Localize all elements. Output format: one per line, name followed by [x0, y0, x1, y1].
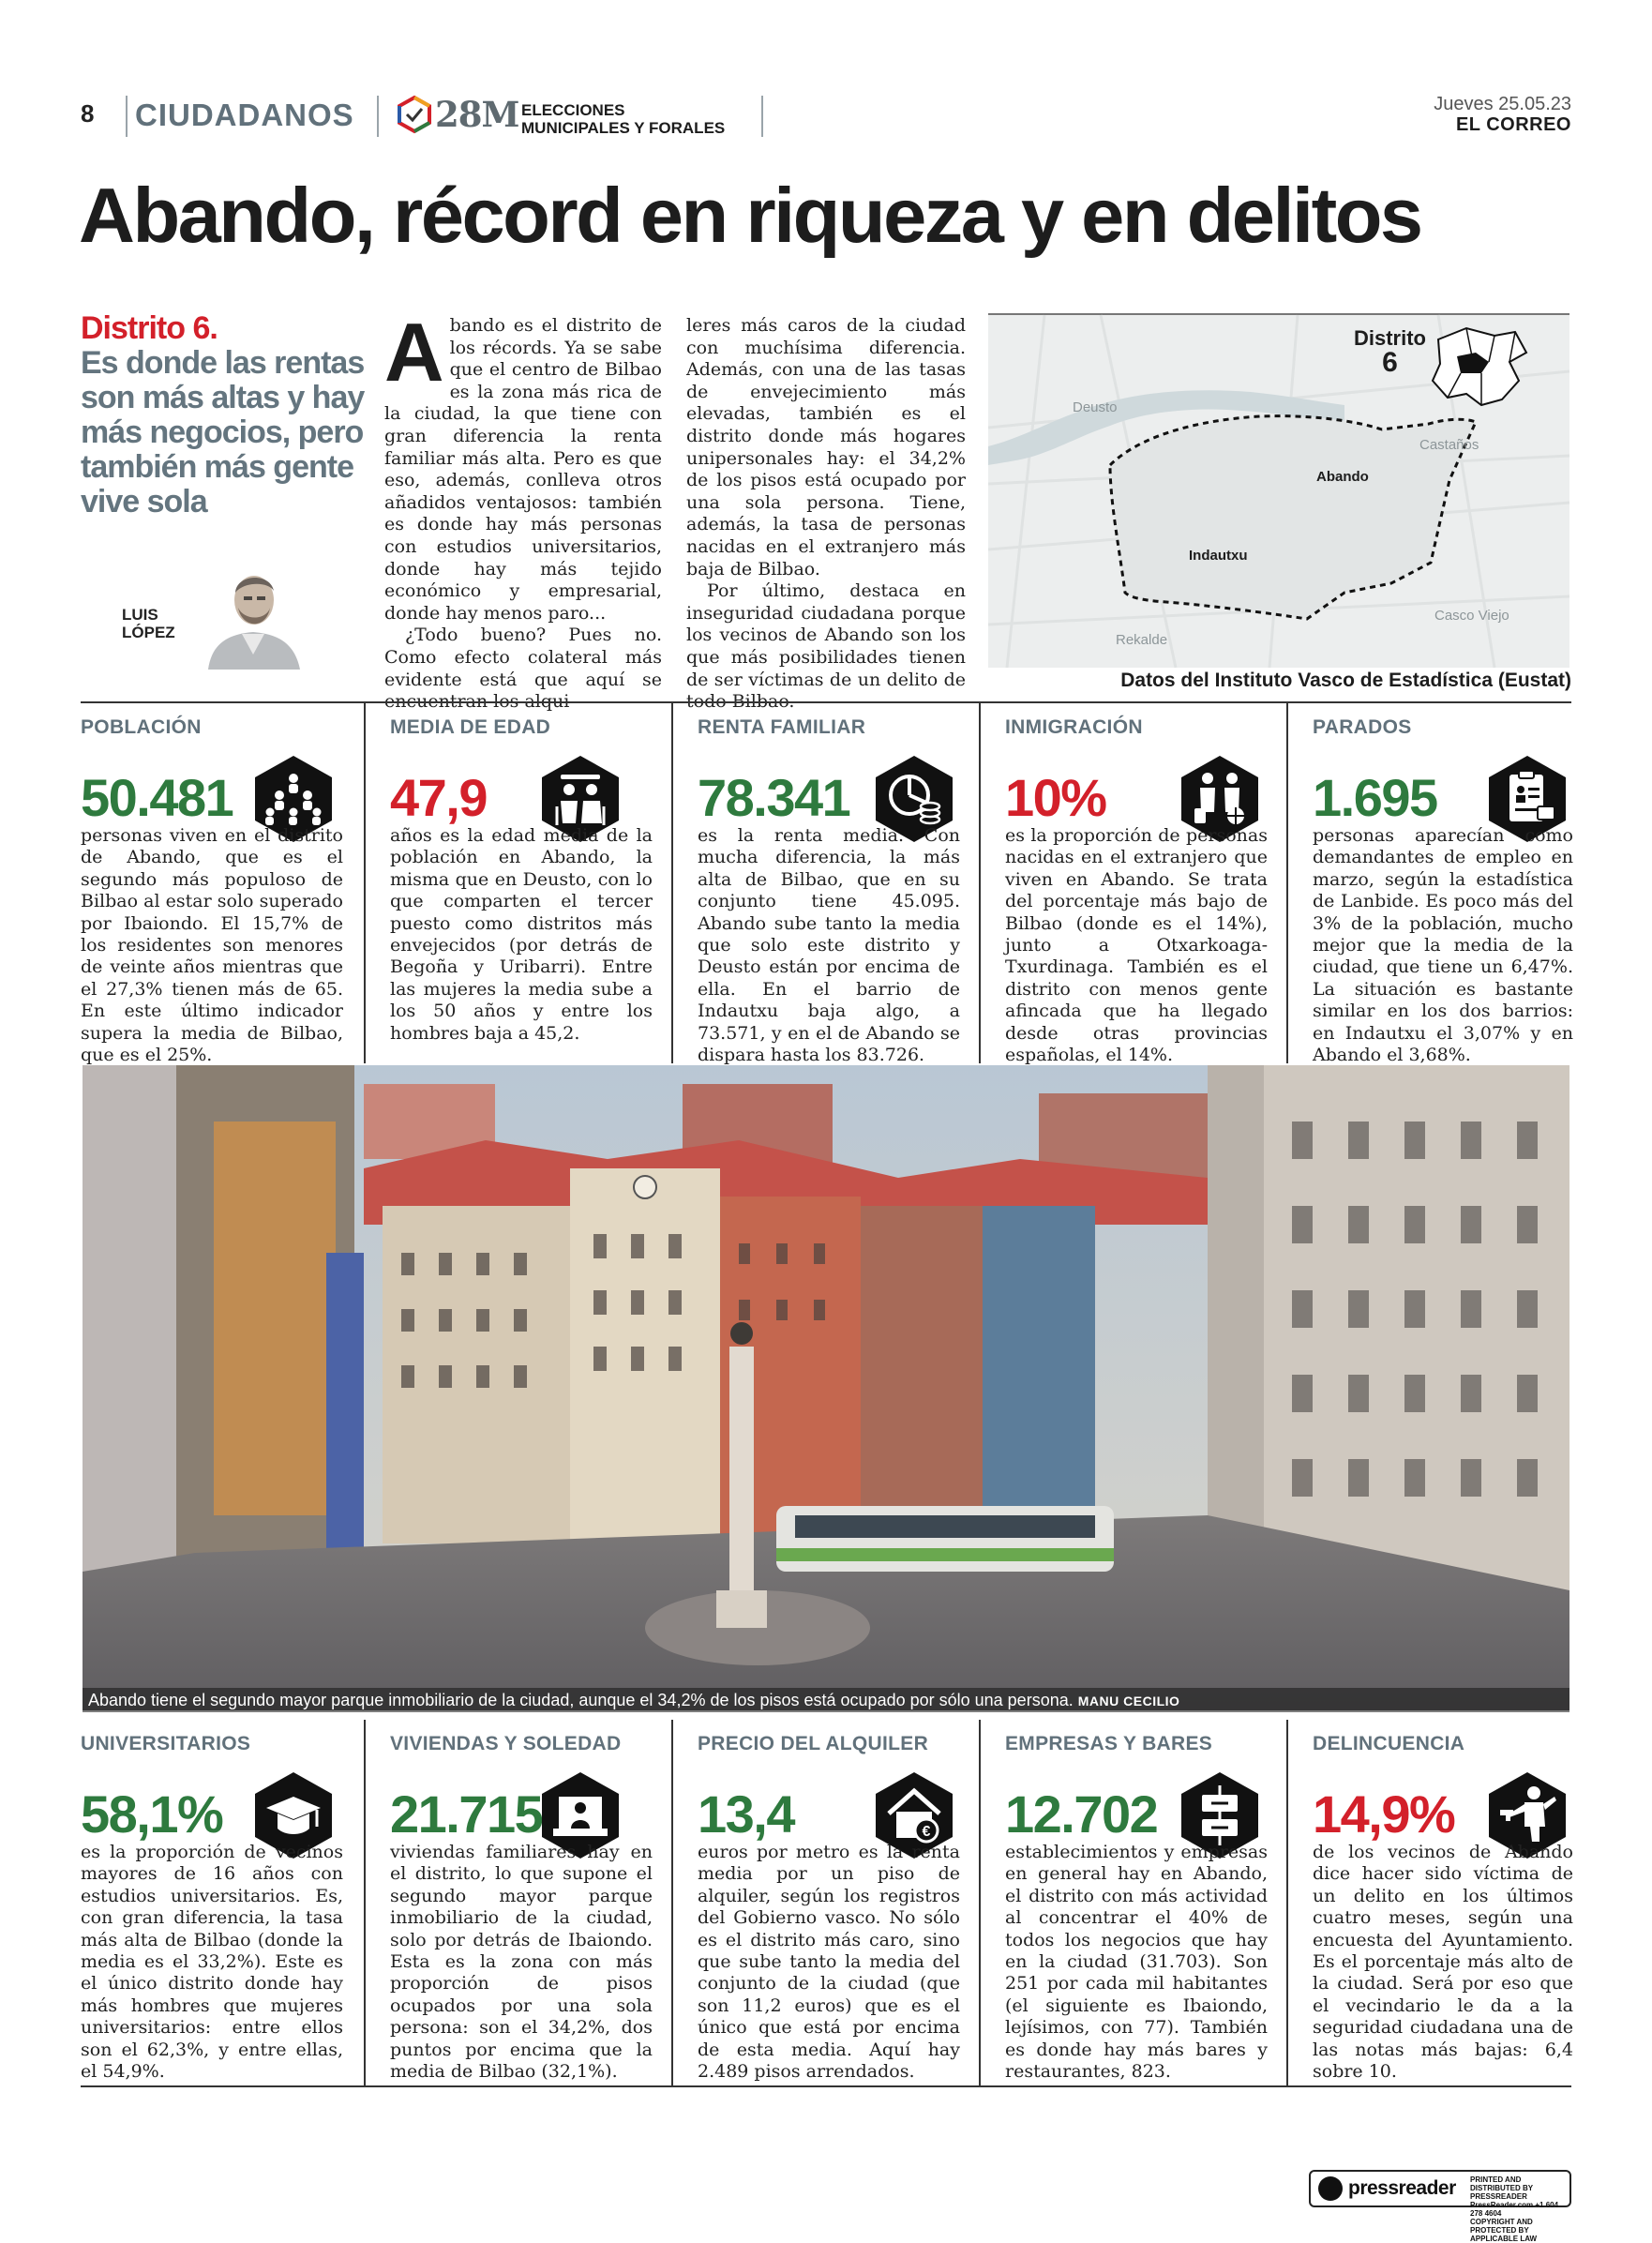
map-label-rekalde: Rekalde: [1116, 632, 1168, 648]
pressreader-badge[interactable]: [1309, 2170, 1571, 2243]
pressreader-icon: [1318, 2176, 1343, 2201]
stat-universitarios: [81, 1720, 364, 2085]
map-label-castanos: Castaños: [1419, 437, 1479, 453]
stat-media-edad: [364, 703, 671, 1063]
stat-heading: MEDIA DE EDAD: [390, 716, 551, 738]
newspaper-name: EL CORREO: [1455, 114, 1571, 135]
kicker: [81, 311, 371, 519]
stat-value: 47,9: [390, 768, 487, 827]
pressreader-notice: PRINTED AND DISTRIBUTED BY PRESSREADER PressReader.com +1 604 278 4604 COPYRIGHT AND PROTECTED BY APPLICABLE LAW: [1470, 2175, 1559, 2243]
map-title: Distrito 6: [1354, 326, 1426, 378]
article-column-2: leres más caros de la ciudad con muchísima diferencia. Además, con una de las tasas de envejecimiento más elevadas, también es el distrito donde más hogares unipersonales hay: el 34,2% de los pisos está ocupado por una sola persona. Tiene, además, la tasa de personas nacidas en el extranjero más baja de Bilbao. Por último, destaca en inseguridad ciudadana porque los vecinos de Abando son los que más posibilidades tienen de ser víctimas de un delito de todo Bilbao.: [686, 315, 966, 713]
stat-heading: EMPRESAS Y BARES: [1005, 1733, 1213, 1754]
stat-heading: PRECIO DEL ALQUILER: [698, 1733, 929, 1754]
stat-text: es la proporción de personas nacidas en el extranjero que viven en Abando. Se trata del porcentaje más bajo de Bilbao (donde es el 14%), junto a Otxarkoaga-Txurdinaga. También es el distrito con menos gente afincada que ha llegado desde otras provincias españolas, el 14%.: [1005, 825, 1268, 1066]
stat-value: 58,1%: [81, 1784, 223, 1844]
stat-inmigracion: [979, 703, 1286, 1066]
stat-text: de los vecinos de Abando dice hacer sido víctima de un delito en los últimos cuatro meses, según una encuesta del Ayuntamiento. Es el porcentaje más alto de la ciudad. Será por eso que el vecindario le da a la seguridad ciudadana una de las notas más bajas: 6,4 sobre 10.: [1313, 1842, 1573, 2083]
stat-text: personas viven en el distrito de Abando, que es el segundo más populoso de Bilbao al estar solo superado por Ibaiondo. El 15,7% de los residentes son menores de veinte años mientras que el 27,3% tienen más de 65. En este último indicador supera la media de Bilbao, que es el 25%.: [81, 825, 343, 1066]
page-number: 8: [81, 99, 95, 128]
stats-row-top: [81, 701, 1573, 1066]
elections-label: ELECCIONES MUNICIPALES Y FORALES: [521, 101, 726, 137]
stat-text: establecimientos y empresas en general hay en Abando, el distrito con más actividad al concentrar el 40% de todos los negocios que hay en la ciudad (31.703). Son 251 por cada mil habitantes (el siguiente es Ibaiondo, lejísimos, con 77). También es donde hay más bares y restaurantes, 823.: [1005, 1842, 1268, 2083]
stat-value: 14,9%: [1313, 1784, 1455, 1844]
stat-text: euros por metro es la renta media por un piso de alquiler, según los registros del Gobierno vasco. No sólo es el distrito más caro, sino que sube tanto la media del conjunto de la ciudad (que son 11,2 euros) que es el único que está por encima de esta media. Aquí hay 2.489 pisos arrendados.: [698, 1842, 960, 2083]
stat-value: 1.695: [1313, 768, 1437, 827]
article-column-1: Abando es el distrito de los récords. Ya se sabe que el centro de Bilbao es la zona más rica de la ciudad, la que tiene con gran diferencia la renta familiar más alta. Pero es que eso, además, conlleva otros añadidos ventajosos: también es donde hay más personas con estudios universitarios, donde hay más tejido económico y empresarial, donde hay menos paro... ¿Todo bueno? Pues no. Como efecto colateral más evidente está que aquí se encuentran los alqui-: [384, 306, 662, 713]
stat-heading: PARADOS: [1313, 716, 1412, 738]
stat-poblacion: [81, 703, 364, 1066]
stat-empresas-bares: [979, 1720, 1286, 2085]
map-label-deusto: Deusto: [1073, 399, 1118, 415]
election-logo-text: 28M: [435, 94, 519, 135]
stat-value: 13,4: [698, 1784, 794, 1844]
stat-text: es la proporción de vecinos mayores de 16 años con estudios universitarios. Es, con gran diferencia, la tasa más alta de Bilbao (donde la media es el 33,2%). Este es el único distrito donde hay más hombres que mujeres universitarios: entre ellos son el 62,3%, y entre ellas, el 54,9%.: [81, 1842, 343, 2083]
stat-heading: INMIGRACIÓN: [1005, 716, 1143, 738]
stat-precio-alquiler: [671, 1720, 979, 2085]
author-byline: LUIS LÓPEZ: [122, 606, 175, 641]
stat-value: 12.702: [1005, 1784, 1158, 1844]
data-source: Datos del Instituto Vasco de Estadística (Eustat): [1120, 670, 1571, 691]
bottom-rule: [81, 2085, 1571, 2087]
election-logo-icon: [396, 96, 433, 133]
stat-heading: DELINCUENCIA: [1313, 1733, 1465, 1754]
page-header: [81, 94, 1571, 139]
map-label-casco-viejo: Casco Viejo: [1434, 608, 1509, 624]
stat-value: 21.715: [390, 1784, 543, 1844]
kicker-summary: Es donde las rentas son más altas y hay más negocios, pero también más gente vive sola: [81, 345, 365, 519]
map-label-indautxu: Indautxu: [1189, 548, 1248, 564]
page-headline: Abando, récord en riqueza y en delitos: [79, 172, 1421, 259]
stat-viviendas-soledad: [364, 1720, 671, 2085]
stat-delincuencia: [1286, 1720, 1571, 2085]
stat-renta-familiar: [671, 703, 979, 1066]
district-map: [988, 313, 1569, 666]
section-title: CIUDADANOS: [135, 98, 354, 132]
divider: [761, 96, 763, 137]
author-portrait: [203, 561, 304, 670]
stat-parados: [1286, 703, 1573, 1066]
plaza-photo: [83, 1065, 1569, 1710]
divider: [126, 96, 128, 137]
stat-heading: UNIVERSITARIOS: [81, 1733, 251, 1754]
stat-text: viviendas familiares hay en el distrito, lo que supone el segundo mayor parque inmobiliario de la ciudad, solo por detrás de Ibaiondo. Esta es la zona con más proporción de pisos ocupados por una sola persona: son el 34,2%, dos puntos por encima que la media de Bilbao (32,1%).: [390, 1842, 653, 2083]
dropcap: A: [384, 306, 444, 399]
photo-caption: Abando tiene el segundo mayor parque inmobiliario de la ciudad, aunque el 34,2% de los pisos está ocupado por sólo una persona. MANU CECILIO: [83, 1688, 1569, 1712]
main-photo: [83, 1065, 1569, 1710]
svg-text:€: €: [922, 1824, 931, 1840]
stat-text: es la renta media. Con mucha diferencia, la más alta de Bilbao, que en su conjunto tiene 45.095. Abando sube tanto la media que solo este distrito y Deusto están por encima de ella. En el barrio de Indautxu baja algo, a 73.571, y en el de Abando se dispara hasta los 83.726.: [698, 825, 960, 1066]
pressreader-brand: pressreader: [1348, 2177, 1456, 2199]
map-label-abando: Abando: [1316, 469, 1369, 485]
issue-date: Jueves 25.05.23 EL CORREO: [1434, 94, 1571, 135]
stat-text: personas aparecían como demandantes de empleo en marzo, según la estadística de Lanbide. Es poco más del 3% de la población, mucho mejor que la media de la ciudad, que tiene un 6,47%. La situación es bastante similar en los dos barrios: en Indautxu el 3,07% y en Abando el 3,68%.: [1313, 825, 1573, 1066]
photo-credit: MANU CECILIO: [1077, 1694, 1180, 1709]
stat-heading: VIVIENDAS Y SOLEDAD: [390, 1733, 622, 1754]
stat-heading: RENTA FAMILIAR: [698, 716, 866, 738]
stat-value: 10%: [1005, 768, 1106, 827]
stat-text: años es la edad media de la población en Abando, la misma que en Deusto, con lo que comparten el tercer puesto como distritos más envejecidos (por detrás de Begoña y Uribarri). Entre las mujeres la media sube a los 50 años y entre los hombres baja a 45,2.: [390, 825, 653, 1044]
stat-heading: POBLACIÓN: [81, 716, 202, 738]
kicker-district: Distrito 6.: [81, 310, 218, 346]
divider: [377, 96, 379, 137]
stats-row-bottom: [81, 1720, 1571, 2085]
stat-value: 78.341: [698, 768, 850, 827]
stat-value: 50.481: [81, 768, 233, 827]
